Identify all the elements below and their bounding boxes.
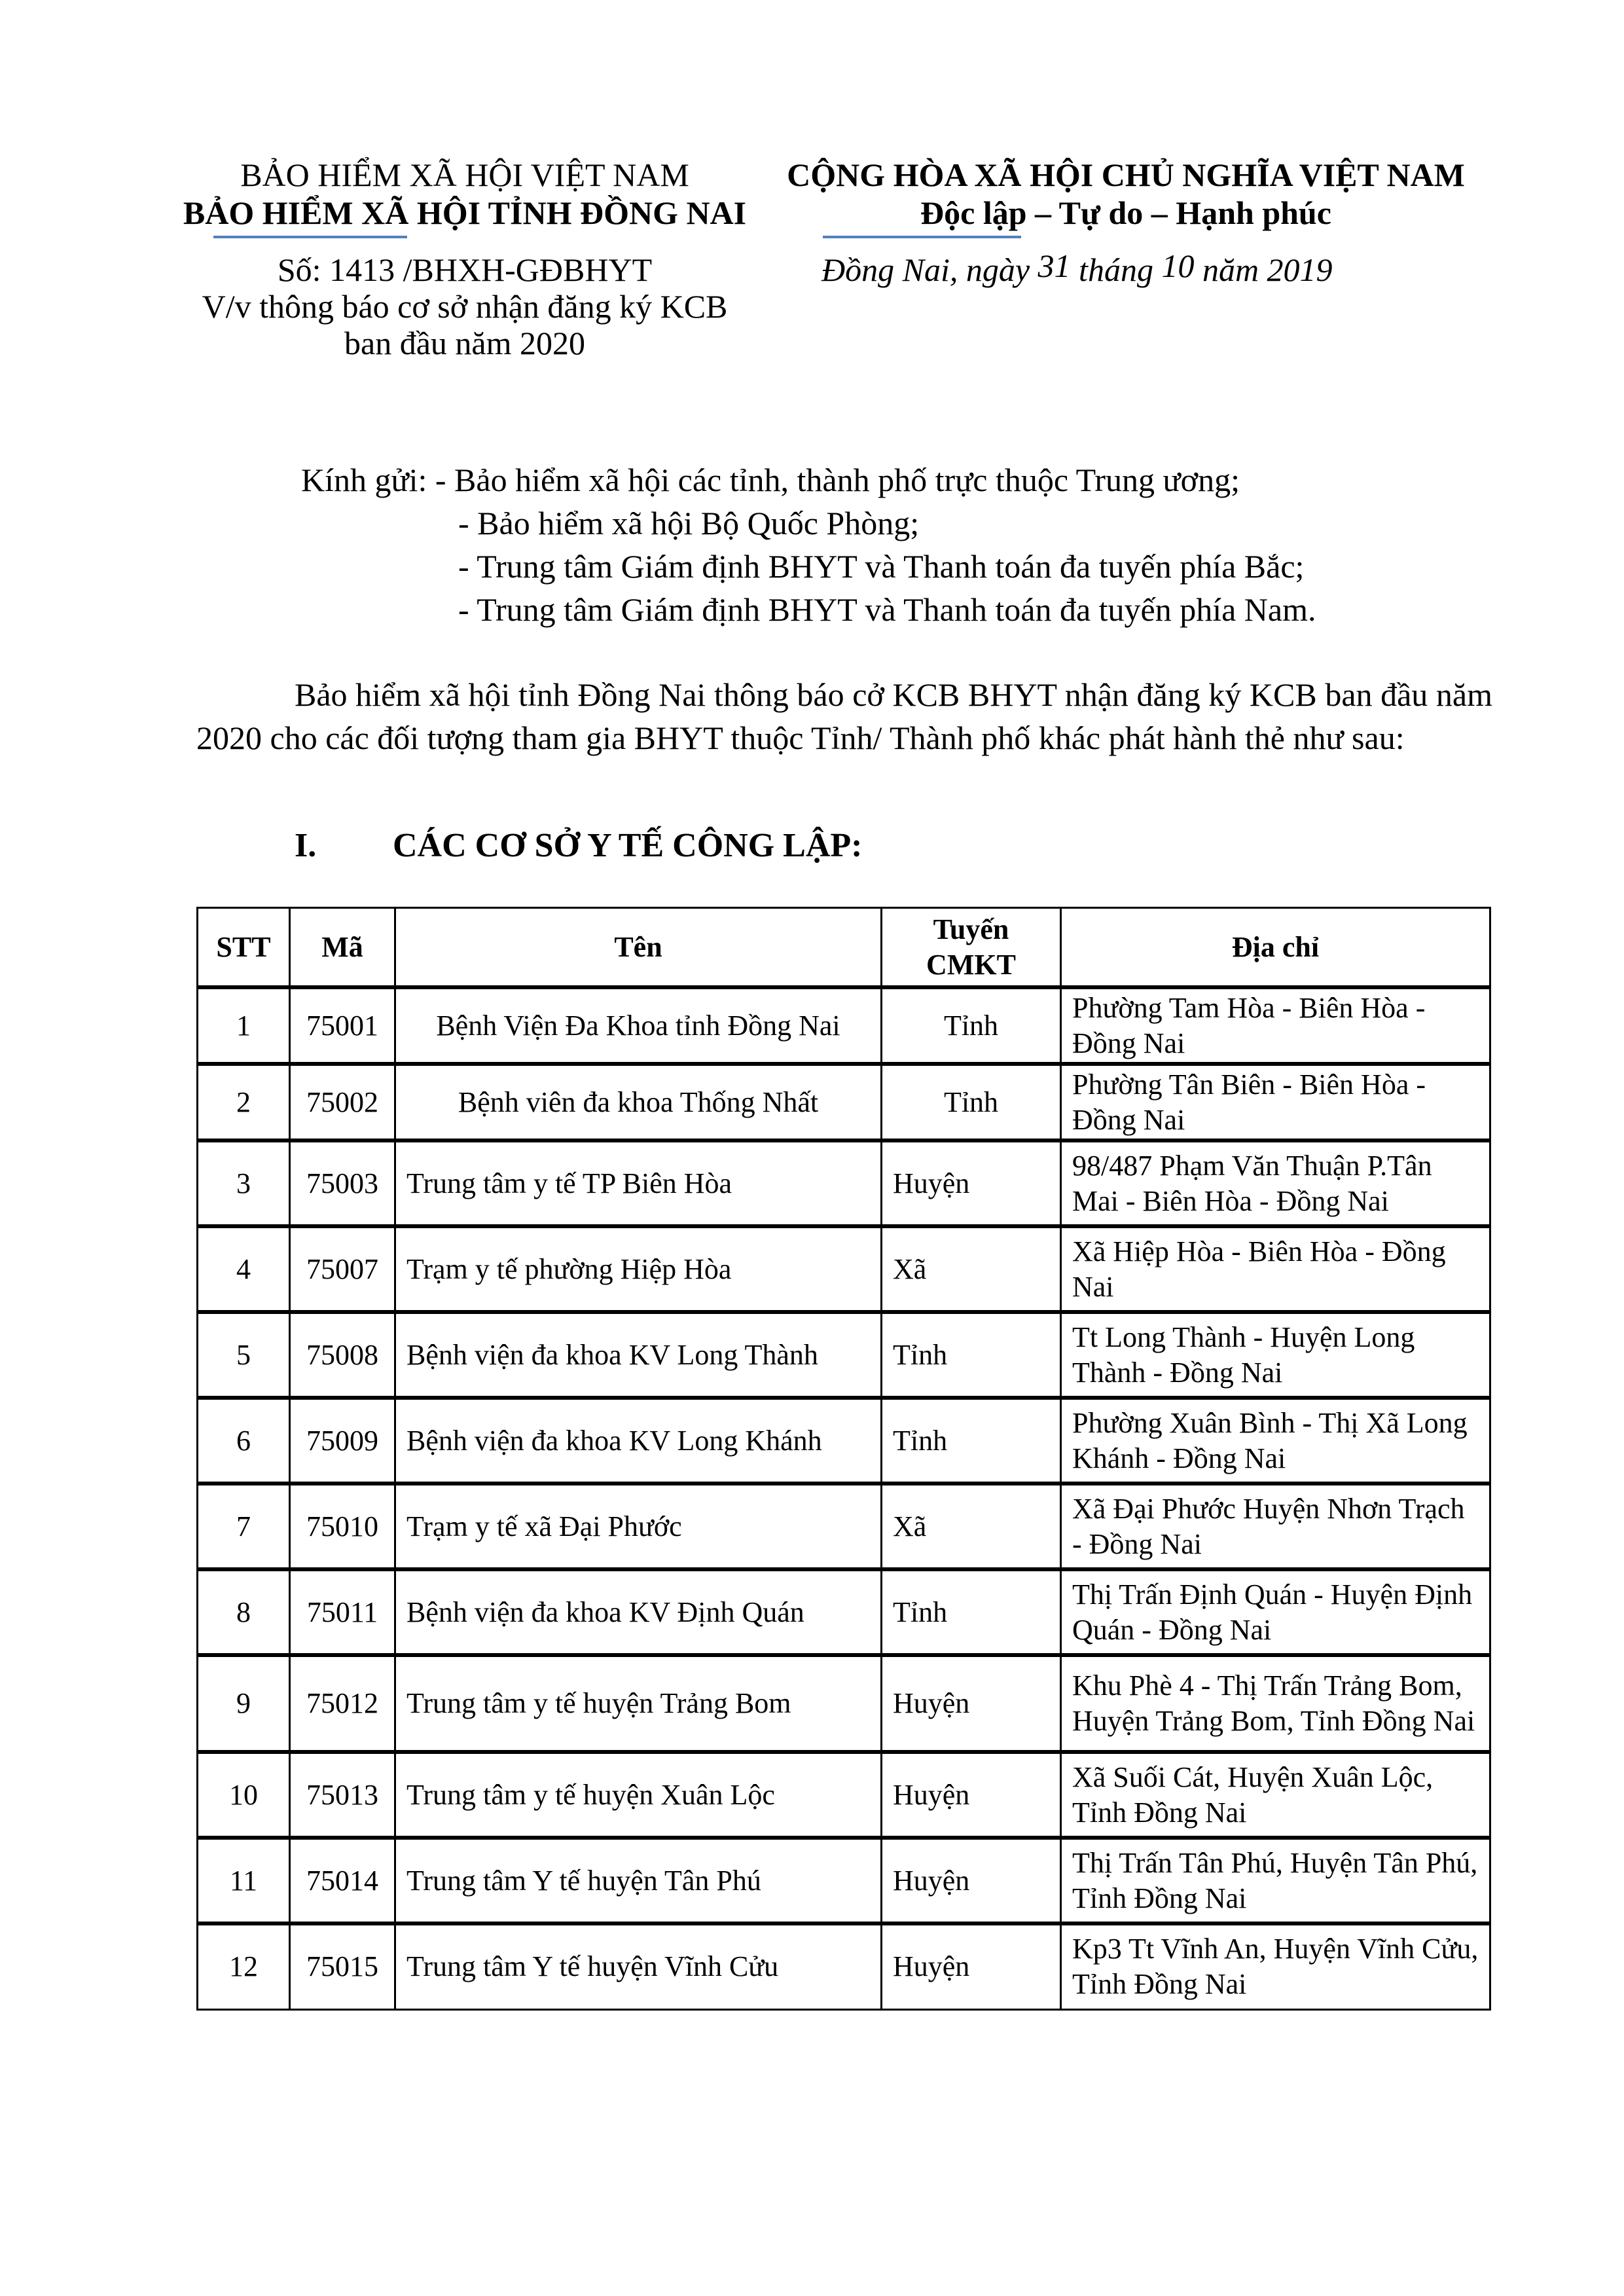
header-ma: Mã bbox=[290, 908, 395, 988]
cell-tuyen: Huyện bbox=[882, 1140, 1061, 1226]
agency-name: BẢO HIỂM XÃ HỘI TỈNH ĐỒNG NAI bbox=[183, 194, 747, 231]
cell-ten: Trạm y tế xã Đại Phước bbox=[395, 1484, 882, 1569]
cell-ma: 75012 bbox=[290, 1655, 395, 1752]
recipients-label: Kính gửi: bbox=[301, 462, 427, 498]
table-row bbox=[198, 1398, 1490, 1484]
cell-ten: Trung tâm y tế huyện Trảng Bom bbox=[395, 1655, 882, 1752]
cell-ma: 75011 bbox=[290, 1569, 395, 1655]
recipient-item: - Trung tâm Giám định BHYT và Thanh toán đa tuyến phía Nam. bbox=[458, 591, 1316, 628]
national-motto: Độc lập – Tự do – Hạnh phúc bbox=[920, 194, 1331, 231]
cell-ten: Trung tâm Y tế huyện Vĩnh Cửu bbox=[395, 1923, 882, 2009]
date-line bbox=[821, 247, 1333, 289]
table-row bbox=[198, 987, 1490, 1064]
table-row bbox=[198, 1655, 1490, 1752]
cell-tuyen: Huyện bbox=[882, 1655, 1061, 1752]
cell-ma: 75013 bbox=[290, 1752, 395, 1838]
section-heading bbox=[295, 826, 862, 865]
date-prefix: Đồng Nai, ngày bbox=[821, 251, 1030, 288]
cell-dia-chi: Xã Suối Cát, Huyện Xuân Lộc, Tỉnh Đồng Nai bbox=[1061, 1752, 1490, 1838]
cell-stt: 7 bbox=[198, 1484, 290, 1569]
cell-stt: 6 bbox=[198, 1398, 290, 1484]
cell-ten: Bệnh viện đa khoa KV Long Thành bbox=[395, 1312, 882, 1398]
cell-stt: 10 bbox=[198, 1752, 290, 1838]
cell-dia-chi: Xã Đại Phước Huyện Nhơn Trạch - Đồng Nai bbox=[1061, 1484, 1490, 1569]
header-dia-chi: Địa chỉ bbox=[1061, 908, 1490, 988]
subject-line-2: ban đầu năm 2020 bbox=[344, 325, 585, 361]
cell-stt: 8 bbox=[198, 1569, 290, 1655]
table-row bbox=[198, 1484, 1490, 1569]
cell-ten: Trung tâm y tế TP Biên Hòa bbox=[395, 1140, 882, 1226]
cell-ma: 75015 bbox=[290, 1923, 395, 2009]
subject-line-1: V/v thông báo cơ sở nhận đăng ký KCB bbox=[202, 288, 728, 325]
cell-ma: 75008 bbox=[290, 1312, 395, 1398]
intro-paragraph: Bảo hiểm xã hội tỉnh Đồng Nai thông báo cở KCB BHYT nhận đăng ký KCB ban đầu năm 2020 cho các đối tượng tham gia BHYT thuộc Tỉnh/ Thành phố khác phát hành thẻ như sau: bbox=[196, 676, 1492, 756]
header-tuyen bbox=[882, 908, 1061, 988]
parent-agency-name: BẢO HIỂM XÃ HỘI VIỆT NAM bbox=[240, 156, 689, 193]
section-number: I. bbox=[295, 827, 317, 864]
cell-dia-chi: Phường Tân Biên - Biên Hòa - Đồng Nai bbox=[1061, 1064, 1490, 1140]
recipient-item: - Bảo hiểm xã hội Bộ Quốc Phòng; bbox=[458, 505, 920, 541]
cell-ma: 75010 bbox=[290, 1484, 395, 1569]
document-number: Số: 1413 /BHXH-GĐBHYT bbox=[277, 251, 653, 288]
cell-dia-chi: Thị Trấn Tân Phú, Huyện Tân Phú, Tỉnh Đồng Nai bbox=[1061, 1838, 1490, 1923]
cell-tuyen: Tỉnh bbox=[882, 1398, 1061, 1484]
date-year: năm 2019 bbox=[1202, 251, 1333, 288]
cell-stt: 9 bbox=[198, 1655, 290, 1752]
cell-ma: 75002 bbox=[290, 1064, 395, 1140]
header-ten: Tên bbox=[395, 908, 882, 988]
cell-ma: 75003 bbox=[290, 1140, 395, 1226]
facility-table bbox=[196, 907, 1491, 2011]
date-month: 10 bbox=[1161, 247, 1195, 284]
recipient-item: - Trung tâm Giám định BHYT và Thanh toán đa tuyến phía Bắc; bbox=[458, 548, 1305, 585]
cell-ma: 75009 bbox=[290, 1398, 395, 1484]
cell-dia-chi: Tt Long Thành - Huyện Long Thành - Đồng Nai bbox=[1061, 1312, 1490, 1398]
cell-ten: Trung tâm Y tế huyện Tân Phú bbox=[395, 1838, 882, 1923]
cell-dia-chi: Xã Hiệp Hòa - Biên Hòa - Đồng Nai bbox=[1061, 1226, 1490, 1312]
cell-ten: Bệnh Viện Đa Khoa tỉnh Đồng Nai bbox=[395, 987, 882, 1064]
cell-stt: 1 bbox=[198, 987, 290, 1064]
recipients-block bbox=[301, 458, 1316, 631]
national-title-block bbox=[766, 156, 1486, 232]
cell-dia-chi: Phường Xuân Bình - Thị Xã Long Khánh - Đồng Nai bbox=[1061, 1398, 1490, 1484]
cell-tuyen: Huyện bbox=[882, 1923, 1061, 2009]
cell-tuyen: Xã bbox=[882, 1226, 1061, 1312]
cell-tuyen: Tỉnh bbox=[882, 987, 1061, 1064]
cell-stt: 5 bbox=[198, 1312, 290, 1398]
cell-ten: Bệnh viện đa khoa KV Long Khánh bbox=[395, 1398, 882, 1484]
table-row bbox=[198, 1838, 1490, 1923]
cell-tuyen: Tỉnh bbox=[882, 1064, 1061, 1140]
cell-dia-chi: Phường Tam Hòa - Biên Hòa - Đồng Nai bbox=[1061, 987, 1490, 1064]
cell-ma: 75014 bbox=[290, 1838, 395, 1923]
cell-dia-chi: Thị Trấn Định Quán - Huyện Định Quán - Đồng Nai bbox=[1061, 1569, 1490, 1655]
cell-ten: Bệnh viện đa khoa KV Định Quán bbox=[395, 1569, 882, 1655]
cell-tuyen: Huyện bbox=[882, 1752, 1061, 1838]
table-row bbox=[198, 1312, 1490, 1398]
cell-dia-chi: Kp3 Tt Vĩnh An, Huyện Vĩnh Cửu, Tỉnh Đồng Nai bbox=[1061, 1923, 1490, 2009]
date-month-label: tháng bbox=[1079, 251, 1153, 288]
table-row bbox=[198, 1569, 1490, 1655]
agency-underline-divider bbox=[213, 236, 407, 238]
table-row bbox=[198, 1752, 1490, 1838]
table-row bbox=[198, 1140, 1490, 1226]
country-name: CỘNG HÒA XÃ HỘI CHỦ NGHĨA VIỆT NAM bbox=[787, 156, 1465, 193]
cell-stt: 3 bbox=[198, 1140, 290, 1226]
cell-tuyen: Tỉnh bbox=[882, 1569, 1061, 1655]
table-header-row bbox=[198, 908, 1490, 988]
table-row bbox=[198, 1064, 1490, 1140]
cell-stt: 4 bbox=[198, 1226, 290, 1312]
recipient-item: - Bảo hiểm xã hội các tỉnh, thành phố trực thuộc Trung ương; bbox=[435, 462, 1240, 498]
cell-tuyen: Tỉnh bbox=[882, 1312, 1061, 1398]
motto-underline-divider bbox=[823, 236, 1021, 238]
table-row bbox=[198, 1923, 1490, 2009]
table-body bbox=[198, 987, 1490, 2009]
cell-dia-chi: Khu Phè 4 - Thị Trấn Trảng Bom, Huyện Trảng Bom, Tỉnh Đồng Nai bbox=[1061, 1655, 1490, 1752]
cell-ten: Trạm y tế phường Hiệp Hòa bbox=[395, 1226, 882, 1312]
cell-ten: Bệnh viên đa khoa Thống Nhất bbox=[395, 1064, 882, 1140]
header-tuyen-label: Tuyến CMKT bbox=[926, 913, 1016, 981]
cell-dia-chi: 98/487 Phạm Văn Thuận P.Tân Mai - Biên Hòa - Đồng Nai bbox=[1061, 1140, 1490, 1226]
cell-stt: 12 bbox=[198, 1923, 290, 2009]
header-stt: STT bbox=[198, 908, 290, 988]
cell-ma: 75007 bbox=[290, 1226, 395, 1312]
cell-stt: 2 bbox=[198, 1064, 290, 1140]
cell-tuyen: Xã bbox=[882, 1484, 1061, 1569]
table-row bbox=[198, 1226, 1490, 1312]
section-title: CÁC CƠ SỞ Y TẾ CÔNG LẬP: bbox=[393, 827, 863, 864]
cell-ma: 75001 bbox=[290, 987, 395, 1064]
issuing-agency-block bbox=[164, 156, 766, 361]
cell-stt: 11 bbox=[198, 1838, 290, 1923]
date-day: 31 bbox=[1038, 247, 1071, 284]
cell-tuyen: Huyện bbox=[882, 1838, 1061, 1923]
cell-ten: Trung tâm y tế huyện Xuân Lộc bbox=[395, 1752, 882, 1838]
